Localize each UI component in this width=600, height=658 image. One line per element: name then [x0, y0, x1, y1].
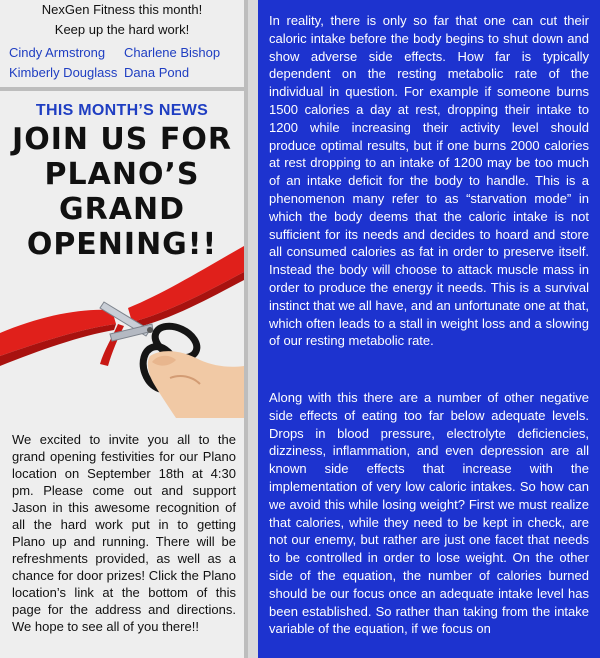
headline-line: PLANO’S: [44, 157, 200, 192]
ribbon-cutting-image: [0, 238, 244, 418]
shoutout-block: [0, 0, 244, 40]
headline-line: JOIN US FOR: [12, 122, 232, 157]
headline-line: GRAND: [59, 192, 185, 227]
shoutout-line-2: Keep up the hard work!: [54, 22, 190, 37]
article-paragraph-2: Along with this there are a number of other negative side effects of eating too far below adequate levels. Drops in blood pressure, electrolyte deficiencies, dizziness, inflammation, and even depression are all known side effects that increase with the implementation of very low caloric intakes. So how can we avoid this while losing weight? First we must realize that calories, while they need to be kept in check, are not our enemy, but rather are just one facet that needs to be controlled in order to lose weight. On the other side of the equation, the number of calories burned should be our focus once an adequate intake level has been established. So rather than taking from the intake variable of the equation, if we focus on: [269, 390, 589, 637]
member-name: Charlene Bishop: [124, 45, 221, 60]
member-names: [9, 44, 241, 82]
section-divider: [0, 87, 244, 91]
headline-line: OPENING!!: [26, 227, 218, 262]
column-divider: [244, 0, 248, 658]
scissor-pivot: [147, 327, 153, 333]
news-label: THIS MONTH’S NEWS: [35, 102, 209, 119]
member-name: Kimberly Douglass: [9, 65, 118, 80]
right-column: [258, 0, 600, 658]
member-name: Cindy Armstrong: [9, 45, 106, 60]
shoutout-line-1: NexGen Fitness this month!: [41, 2, 203, 17]
left-column: [0, 0, 248, 658]
article-paragraph-1: In reality, there is only so far that one can cut their caloric intake before the body begins to shut down and show adverse side effects. How far is typically dependent on the resting metabolic rate of the individual in question. For example if someone burns 1500 calories a day at rest, dropping their intake to 1200 while increasing their activity level should produce optimal results, but if one burns 2000 calories at rest dropping to an intake of 1200 may be too much of an intake deficit for the body to handle. This is a phenomenon many refer to as “starvation mode” in which the body deems that the caloric intake is not sufficient for its needs and decides to hoard and store all consumed calories as fat in order to preserve itself. Instead the body will choose to attack muscle mass in order to produce the energy it needs. This is a survival instinct that we all have, and an unfortunate one at that, which often leads to a stall in weight loss and a slowing of our resting metabolic rate.: [269, 13, 589, 349]
news-body: We excited to invite you all to the grand opening festivities for our Plano location on September 18th at 4:30 pm. Please come out and support Jason in this awesome recognition of all the hard work put in to getting Plano up and running. There will be refreshments provided, as well as a chance for door prizes! Click the Plano location’s link at the bottom of this page for the address and directions. We hope to see all of you there!!: [12, 432, 236, 634]
member-name: Dana Pond: [124, 65, 190, 80]
